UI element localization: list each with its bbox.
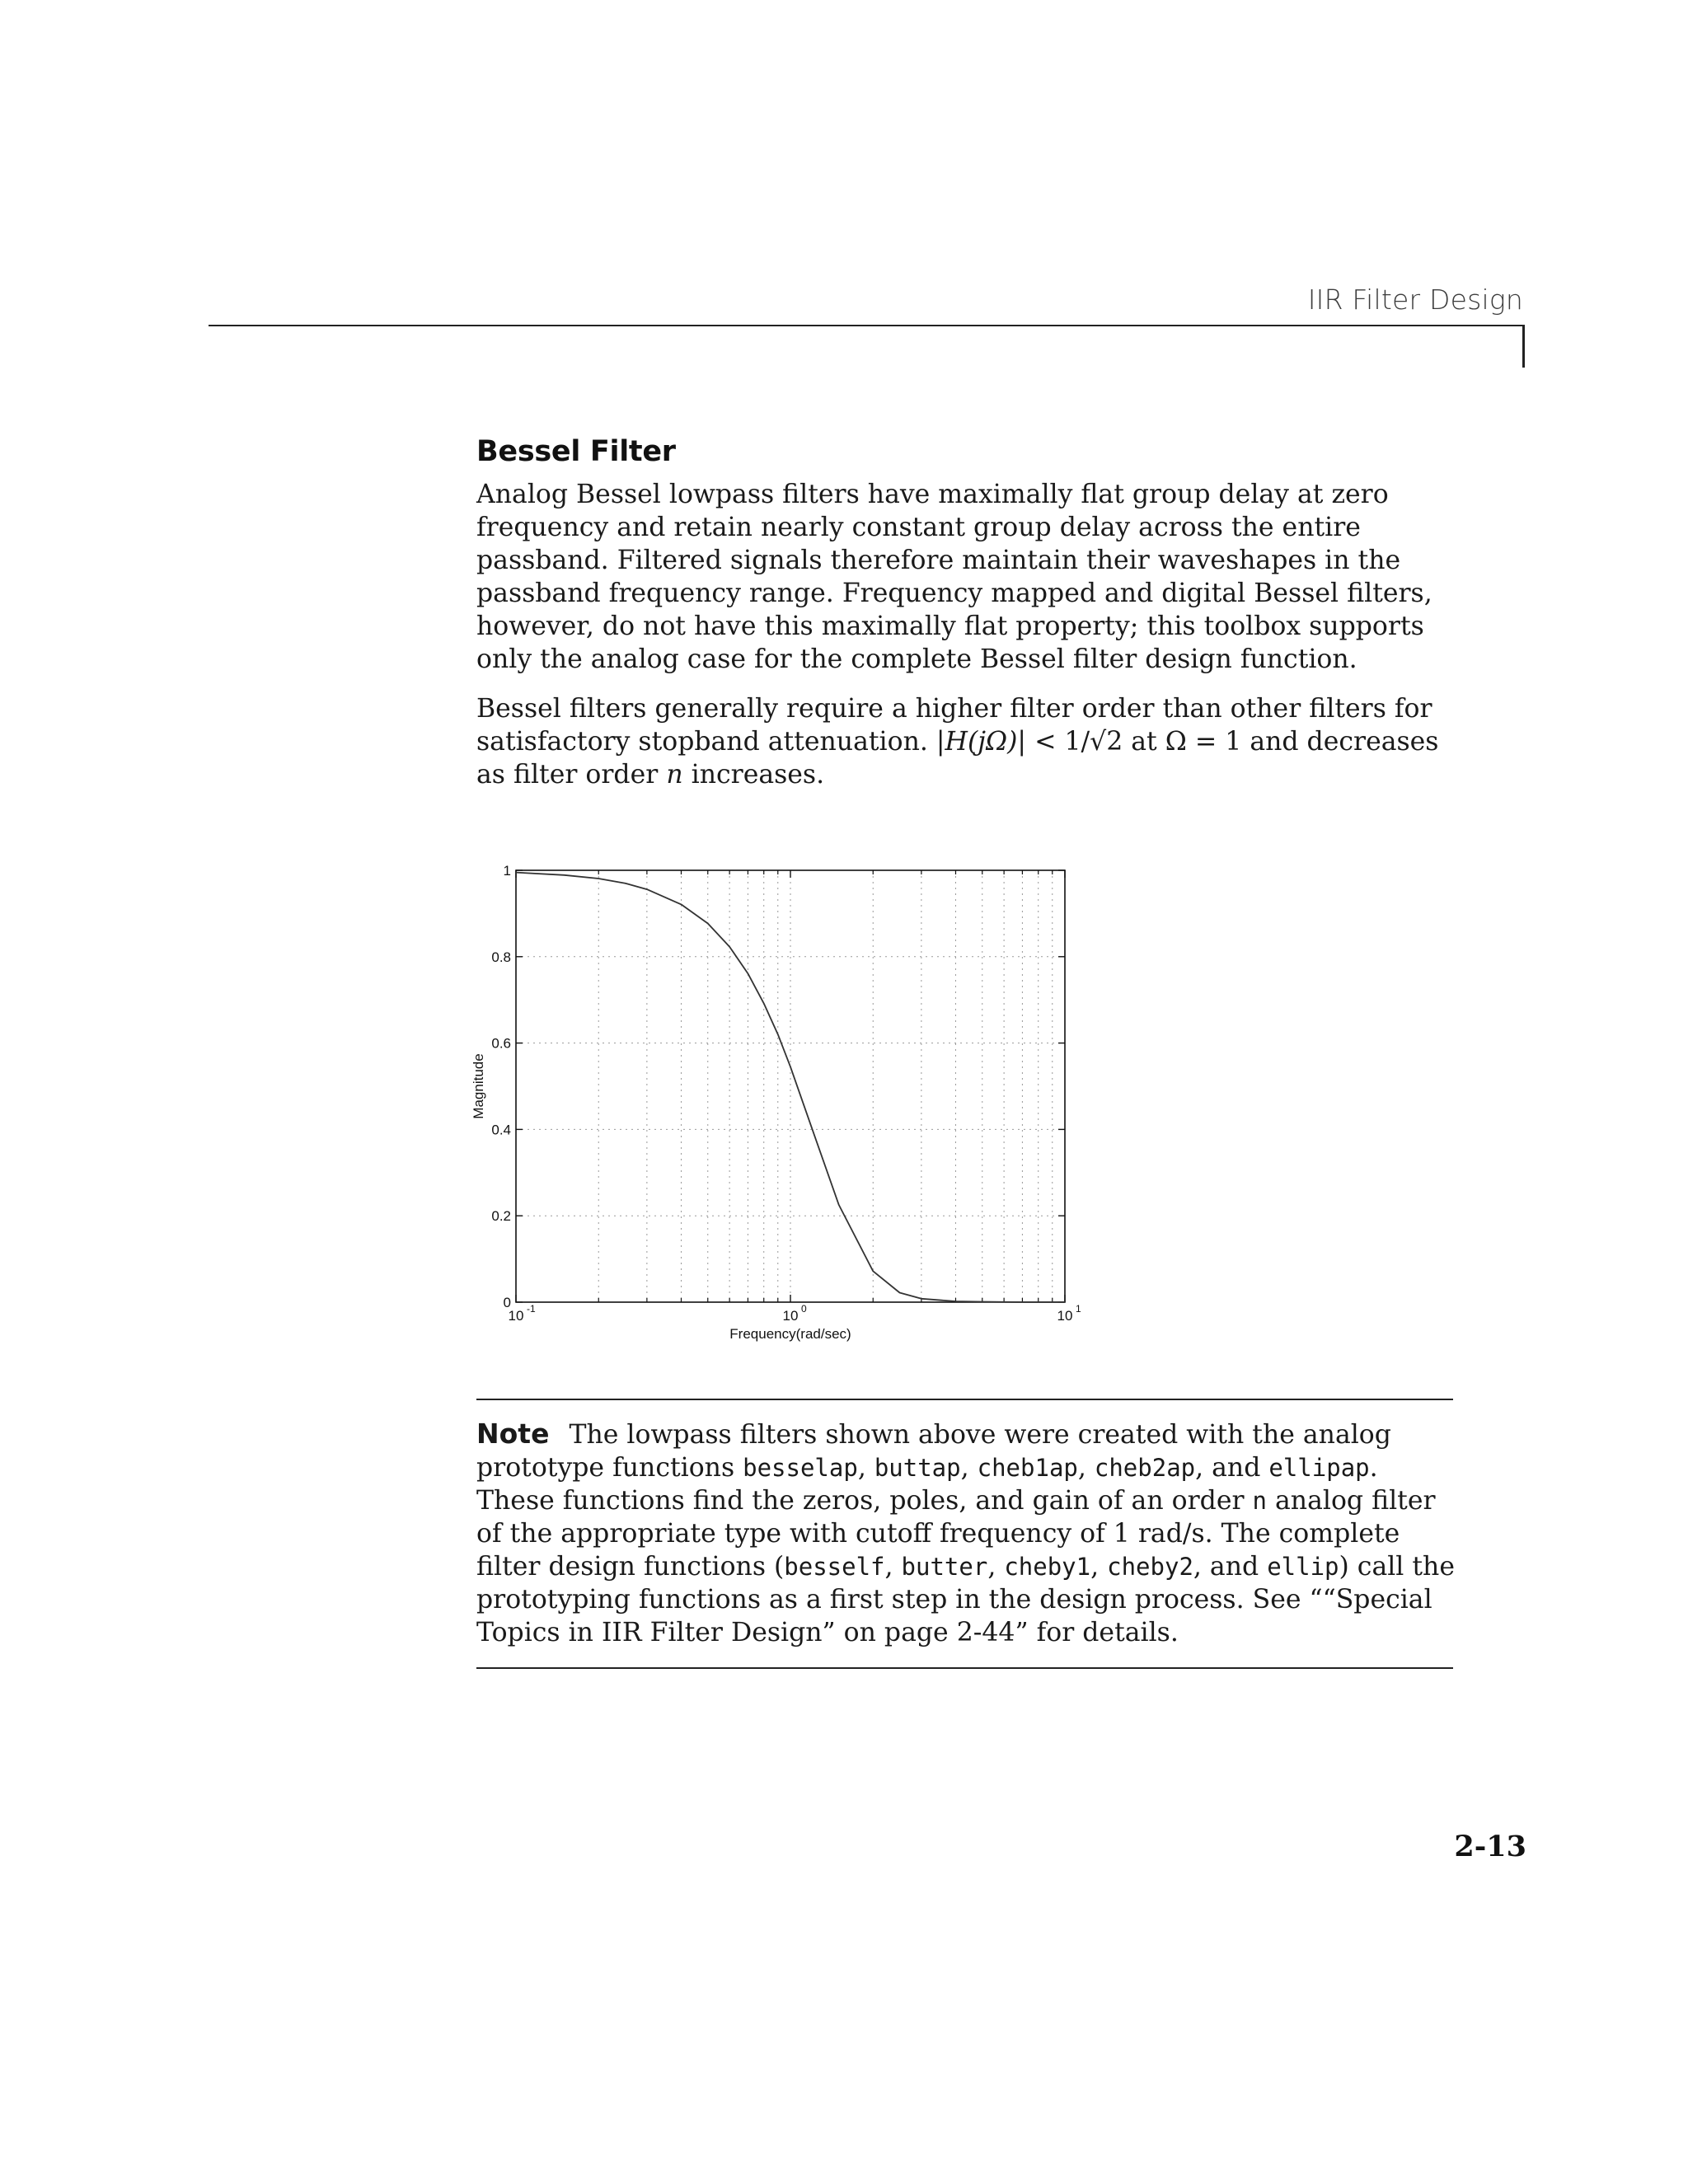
paragraph-1: Analog Bessel lowpass filters have maximally flat group delay at zero frequency and retain nearly constant group delay across the entire passband. Filtered signals therefore maintain their waveshapes in the passband frequency range. Frequency mapped and digital Bessel filters, however, do not have this maximally flat property; this toolbox supports only the analog case for the complete Bessel filter design function.: [476, 480, 1432, 674]
y-tick-label: 0.6: [491, 1035, 511, 1052]
para2-text-3: = 1 and decreases as filter order: [476, 727, 1439, 790]
x-tick-exponent: 0: [801, 1303, 807, 1315]
para2-math-omega: Ω: [1165, 727, 1187, 757]
x-tick-exponent: 1: [1076, 1303, 1081, 1315]
para2-math-n: n: [666, 760, 683, 790]
y-tick-label: 0.4: [491, 1122, 511, 1138]
paragraph-2: [476, 692, 1457, 791]
magnitude-curve: [516, 873, 1065, 1302]
y-tick-label: 0.8: [491, 949, 511, 965]
chart-svg: [462, 849, 1088, 1352]
code-besself: besself: [784, 1553, 885, 1581]
code-n: n: [1252, 1487, 1268, 1515]
x-tick-label: 10: [1057, 1308, 1073, 1324]
main-content: [476, 435, 1457, 808]
note-block: [476, 1418, 1457, 1649]
para2-text-1: Bessel filters generally require a higher filter order than other filters for satisfactory stopband attenuation.: [476, 694, 1432, 757]
section-title: Bessel Filter: [476, 435, 676, 468]
note-bottom-rule: [476, 1667, 1453, 1669]
note-text: ,: [1090, 1552, 1108, 1582]
code-cheb1ap: cheb1ap: [977, 1454, 1078, 1482]
note-text: ,: [857, 1453, 874, 1483]
note-text: ,: [884, 1552, 902, 1582]
note-text: ,: [987, 1552, 1005, 1582]
x-axis-label: Frequency(rad/sec): [729, 1326, 851, 1342]
code-cheby2: cheby2: [1107, 1553, 1193, 1581]
note-top-rule: [476, 1399, 1453, 1400]
header-corner-tick: [1522, 325, 1525, 368]
x-tick-label: 10: [508, 1308, 524, 1324]
page-number: 2-13: [1454, 1830, 1526, 1863]
note-text: , and: [1195, 1453, 1269, 1483]
y-tick-label: 1: [503, 863, 511, 879]
code-buttap: buttap: [874, 1454, 961, 1482]
note-text: The lowpass filters shown above were created with the analog prototype functions: [476, 1420, 1391, 1483]
note-text: ,: [960, 1453, 978, 1483]
para2-math-magnitude: |H(jΩ)|: [935, 727, 1027, 757]
running-header: IIR Filter Design: [1307, 284, 1523, 316]
x-tick-exponent: -1: [527, 1303, 536, 1315]
code-butter: butter: [901, 1553, 988, 1581]
code-cheby1: cheby1: [1004, 1553, 1091, 1581]
code-cheb2ap: cheb2ap: [1094, 1454, 1196, 1482]
header-rule: [209, 325, 1524, 326]
y-tick-label: 0.2: [491, 1208, 511, 1225]
x-tick-label: 10: [782, 1308, 799, 1324]
note-text: analog filter of the appropriate type with cutoff frequency of 1 rad/s. The complete filter design functions (: [476, 1486, 1436, 1582]
para2-text-2: < 1/√2 at: [1026, 727, 1165, 757]
code-ellip: ellip: [1267, 1553, 1339, 1581]
note-label: Note: [476, 1418, 550, 1450]
y-axis-label: Magnitude: [471, 1053, 486, 1119]
note-text: ,: [1077, 1453, 1095, 1483]
note-text: . These functions find the zeros, poles, and gain of an order: [476, 1453, 1378, 1516]
note-text: , and: [1193, 1552, 1268, 1582]
bessel-magnitude-chart: [462, 849, 1088, 1355]
para2-text-4: increases.: [682, 760, 825, 790]
code-besselap: besselap: [743, 1454, 858, 1482]
note-text: ) call the prototyping functions as a first step in the design process. See ““Special Topics in IIR Filter Design” on page 2-44” for details.: [476, 1552, 1455, 1647]
code-ellipap: ellipap: [1268, 1454, 1370, 1482]
y-tick-label: 0: [503, 1295, 511, 1310]
